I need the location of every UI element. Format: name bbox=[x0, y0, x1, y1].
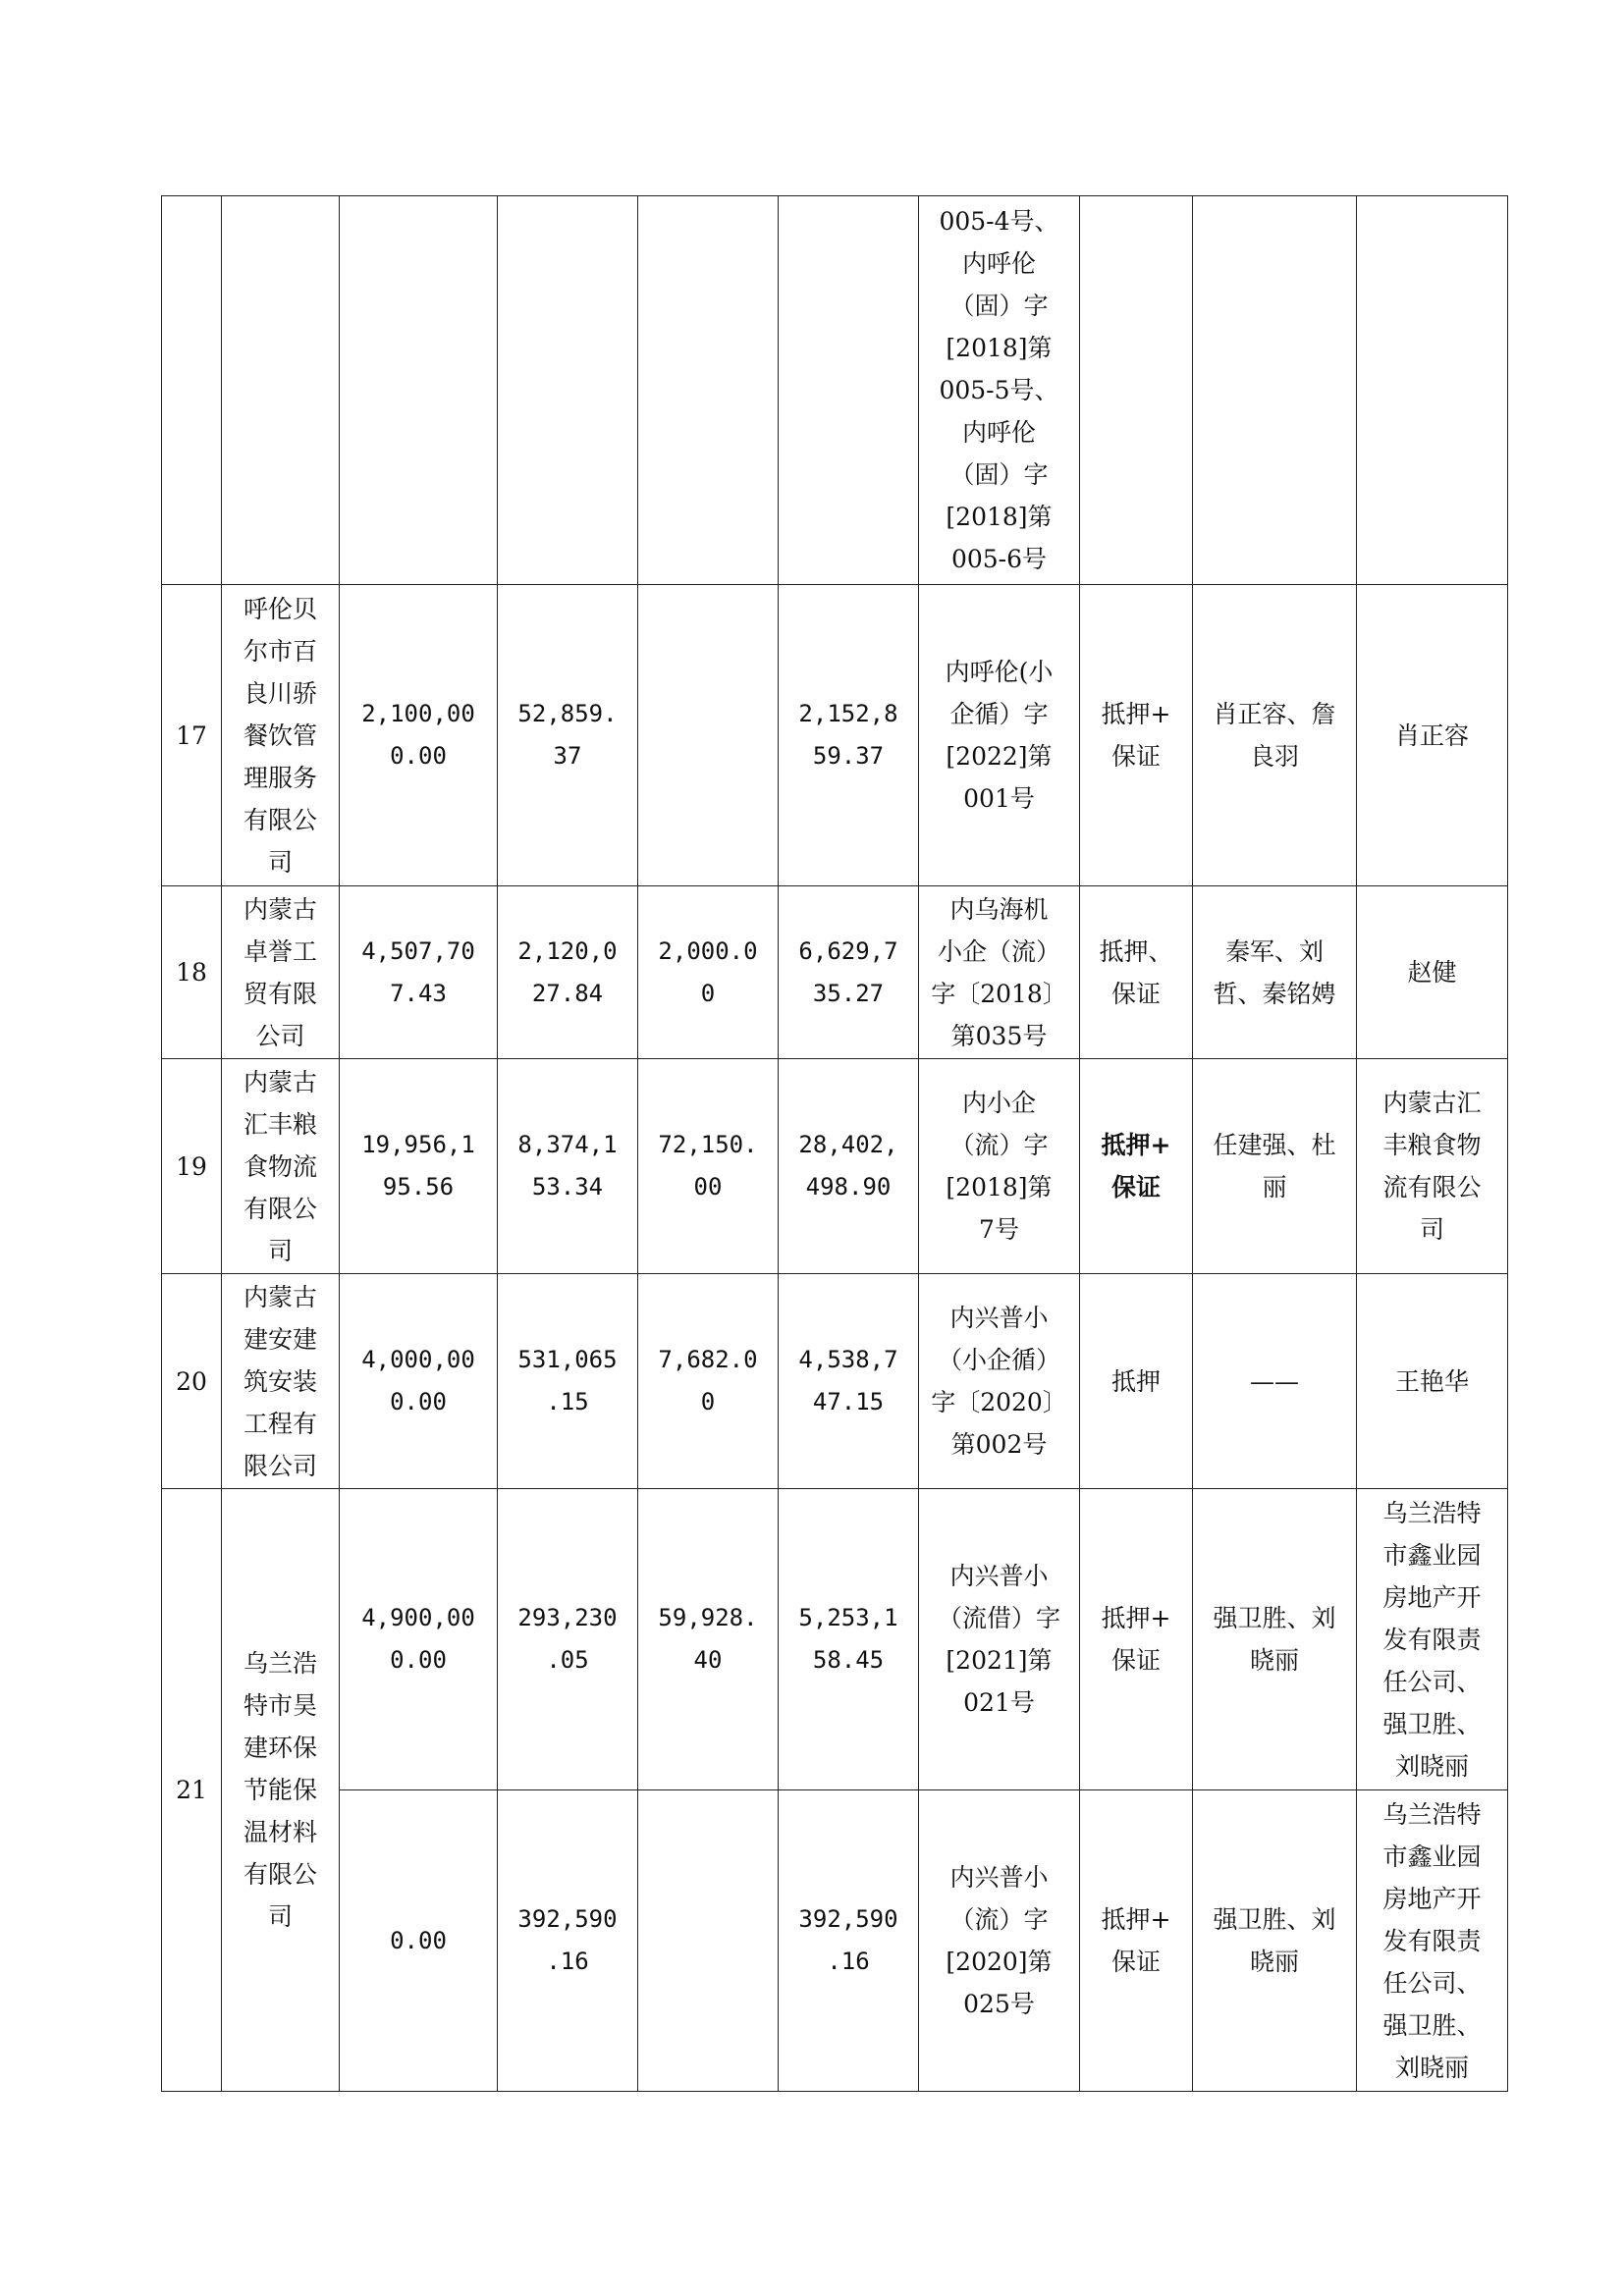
loan-table bbox=[161, 195, 1508, 2092]
cell-controller: 乌兰浩特 市鑫业园 房地产开 发有限责 任公司、 强卫胜、 刘晓丽 bbox=[1357, 1790, 1508, 2092]
cell-amount2: 2,120,0 27.84 bbox=[498, 886, 638, 1059]
cell-guarantee: 抵押 bbox=[1080, 1274, 1193, 1489]
cell-company bbox=[222, 196, 340, 585]
cell-amount1: 0.00 bbox=[340, 1790, 498, 2092]
cell-guarantee: 抵押+ 保证 bbox=[1080, 585, 1193, 886]
cell-amount2 bbox=[498, 196, 638, 585]
cell-amount1 bbox=[340, 196, 498, 585]
cell-company: 内蒙古 建安建 筑安装 工程有 限公司 bbox=[222, 1274, 340, 1489]
cell-total: 6,629,7 35.27 bbox=[779, 886, 919, 1059]
cell-amount2: 392,590 .16 bbox=[498, 1790, 638, 2092]
cell-guarantee bbox=[1080, 196, 1193, 585]
cell-controller: 乌兰浩特 市鑫业园 房地产开 发有限责 任公司、 强卫胜、 刘晓丽 bbox=[1357, 1489, 1508, 1790]
cell-total: 392,590 .16 bbox=[779, 1790, 919, 2092]
cell-no bbox=[162, 196, 222, 585]
cell-no: 20 bbox=[162, 1274, 222, 1489]
cell-amount1: 2,100,00 0.00 bbox=[340, 585, 498, 886]
cell-guarantee: 抵押、 保证 bbox=[1080, 886, 1193, 1059]
cell-contract: 内呼伦(小 企循）字 [2022]第 001号 bbox=[919, 585, 1080, 886]
cell-amount3 bbox=[638, 196, 779, 585]
table-row bbox=[162, 1489, 1508, 1790]
cell-total: 2,152,8 59.37 bbox=[779, 585, 919, 886]
cell-amount3: 2,000.0 0 bbox=[638, 886, 779, 1059]
cell-guarantor: 任建强、杜 丽 bbox=[1193, 1059, 1357, 1274]
table-row bbox=[162, 585, 1508, 886]
table-row bbox=[162, 1059, 1508, 1274]
cell-company: 内蒙古 卓誉工 贸有限 公司 bbox=[222, 886, 340, 1059]
cell-amount3 bbox=[638, 585, 779, 886]
cell-contract: 005-4号、 内呼伦 （固）字 [2018]第 005-5号、 内呼伦 （固）字 [2018]第 005-6号 bbox=[919, 196, 1080, 585]
cell-guarantor bbox=[1193, 196, 1357, 585]
cell-total bbox=[779, 196, 919, 585]
cell-guarantor: 强卫胜、刘 晓丽 bbox=[1193, 1489, 1357, 1790]
cell-amount1: 4,507,70 7.43 bbox=[340, 886, 498, 1059]
table-row bbox=[162, 886, 1508, 1059]
cell-amount2: 293,230 .05 bbox=[498, 1489, 638, 1790]
cell-amount3: 59,928. 40 bbox=[638, 1489, 779, 1790]
cell-no: 18 bbox=[162, 886, 222, 1059]
cell-no: 17 bbox=[162, 585, 222, 886]
cell-guarantor: 肖正容、詹 良羽 bbox=[1193, 585, 1357, 886]
cell-guarantee: 抵押+ 保证 bbox=[1080, 1059, 1193, 1274]
cell-contract: 内兴普小 （流借）字 [2021]第 021号 bbox=[919, 1489, 1080, 1790]
cell-contract: 内乌海机 小企（流） 字〔2018〕 第035号 bbox=[919, 886, 1080, 1059]
cell-guarantor: 强卫胜、刘 晓丽 bbox=[1193, 1790, 1357, 2092]
cell-controller bbox=[1357, 196, 1508, 585]
table-row bbox=[162, 1790, 1508, 2092]
cell-amount1: 4,900,00 0.00 bbox=[340, 1489, 498, 1790]
cell-guarantor: 秦军、刘 哲、秦铭娉 bbox=[1193, 886, 1357, 1059]
cell-contract: 内兴普小 （小企循） 字〔2020〕 第002号 bbox=[919, 1274, 1080, 1489]
cell-guarantor: —— bbox=[1193, 1274, 1357, 1489]
cell-contract: 内小企 （流）字 [2018]第 7号 bbox=[919, 1059, 1080, 1274]
cell-amount2: 52,859. 37 bbox=[498, 585, 638, 886]
cell-controller: 内蒙古汇 丰粮食物 流有限公 司 bbox=[1357, 1059, 1508, 1274]
cell-contract: 内兴普小 （流）字 [2020]第 025号 bbox=[919, 1790, 1080, 2092]
cell-amount3: 7,682.0 0 bbox=[638, 1274, 779, 1489]
cell-controller: 肖正容 bbox=[1357, 585, 1508, 886]
cell-amount1: 19,956,1 95.56 bbox=[340, 1059, 498, 1274]
cell-amount1: 4,000,00 0.00 bbox=[340, 1274, 498, 1489]
cell-no: 21 bbox=[162, 1489, 222, 2092]
cell-total: 4,538,7 47.15 bbox=[779, 1274, 919, 1489]
cell-amount2: 531,065 .15 bbox=[498, 1274, 638, 1489]
cell-company: 呼伦贝 尔市百 良川骄 餐饮管 理服务 有限公 司 bbox=[222, 585, 340, 886]
cell-amount2: 8,374,1 53.34 bbox=[498, 1059, 638, 1274]
cell-guarantee: 抵押+ 保证 bbox=[1080, 1489, 1193, 1790]
cell-company: 内蒙古 汇丰粮 食物流 有限公 司 bbox=[222, 1059, 340, 1274]
cell-amount3 bbox=[638, 1790, 779, 2092]
cell-company: 乌兰浩 特市昊 建环保 节能保 温材料 有限公 司 bbox=[222, 1489, 340, 2092]
table-row bbox=[162, 196, 1508, 585]
cell-total: 5,253,1 58.45 bbox=[779, 1489, 919, 1790]
cell-amount3: 72,150. 00 bbox=[638, 1059, 779, 1274]
cell-controller: 王艳华 bbox=[1357, 1274, 1508, 1489]
cell-total: 28,402, 498.90 bbox=[779, 1059, 919, 1274]
cell-controller: 赵健 bbox=[1357, 886, 1508, 1059]
table-row bbox=[162, 1274, 1508, 1489]
cell-guarantee: 抵押+ 保证 bbox=[1080, 1790, 1193, 2092]
cell-no: 19 bbox=[162, 1059, 222, 1274]
